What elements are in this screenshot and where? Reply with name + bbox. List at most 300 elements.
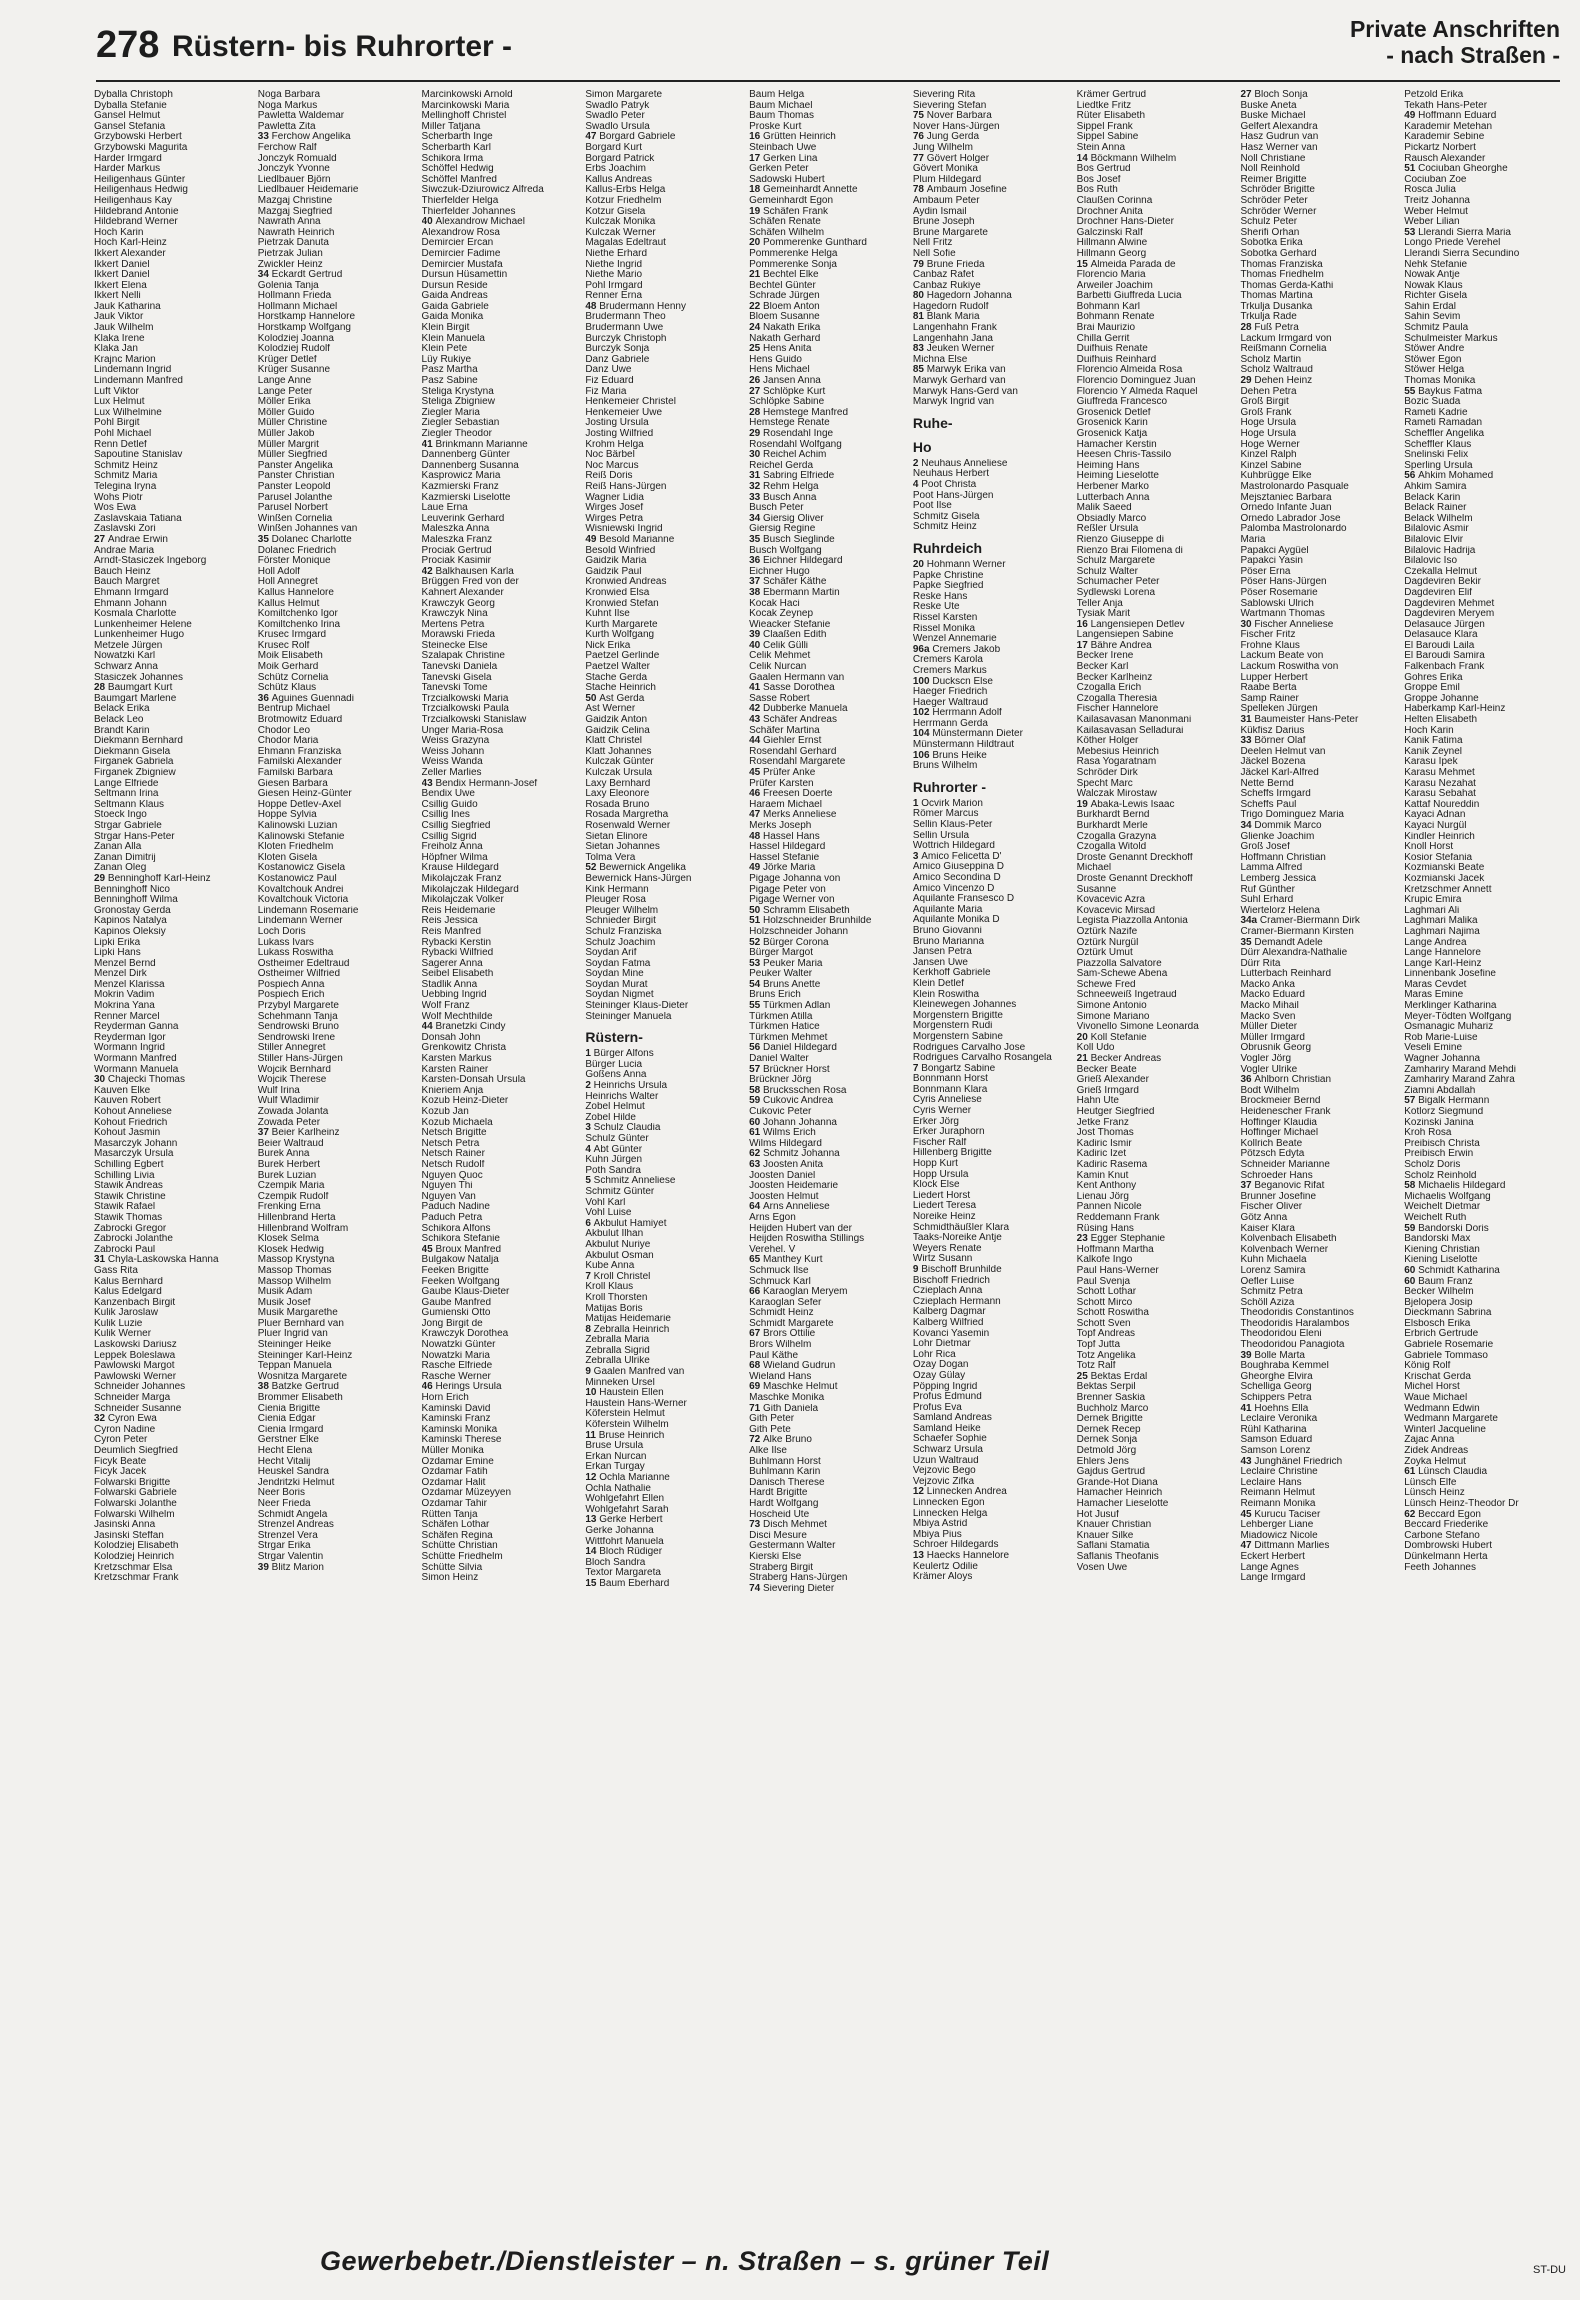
- directory-entry: Thomas Gerda-Kathi: [1240, 280, 1334, 291]
- directory-entry: [1404, 1277, 1562, 1288]
- directory-entry: Nowatzki Karl: [94, 651, 156, 662]
- directory-entry: Özdamar Fatih: [421, 1467, 488, 1478]
- directory-entry: Klosek Selma: [257, 1234, 319, 1245]
- directory-entry: Burkhardt Merle: [1076, 820, 1148, 831]
- directory-entry: Bischoff Friedrich: [912, 1275, 990, 1286]
- directory-entry: Harder Markus: [94, 164, 161, 175]
- directory-entry: [913, 645, 1071, 656]
- directory-entry: Bodt Wilhelm: [1240, 1085, 1300, 1096]
- directory-entry: Karsten Rainer: [421, 1064, 489, 1075]
- resident-name: Junghänel Friedrich: [1254, 1456, 1343, 1467]
- resident-name: Bürger Corona: [763, 937, 829, 948]
- directory-entry: Pigage Johanna von: [749, 873, 841, 884]
- directory-entry: Noreike Heinz: [912, 1212, 976, 1222]
- directory-entry: Krusec Rolf: [257, 640, 310, 651]
- directory-entry: Drochner Hans-Dieter: [1076, 217, 1174, 228]
- directory-entry: Wohlgefahrt Ellen: [585, 1494, 665, 1505]
- directory-entry: [585, 1515, 743, 1526]
- directory-entry: [913, 111, 1071, 122]
- directory-entry: Kolodziej Rudolf: [257, 344, 331, 355]
- resident-name: Michaelis Hildegard: [1418, 1181, 1506, 1192]
- directory-entry: Pannen Nicole: [1076, 1202, 1142, 1213]
- directory-entry: Steliga Krystyna: [421, 386, 494, 397]
- directory-entry: Netsch Rudolf: [421, 1159, 485, 1170]
- house-number: 33: [257, 132, 272, 143]
- directory-entry: Schikora Alfons: [421, 1223, 491, 1234]
- directory-entry: Schäfen Regina: [421, 1530, 493, 1541]
- directory-entry: Özdamar Emine: [421, 1456, 494, 1467]
- directory-entry: [913, 459, 1071, 470]
- directory-entry: Droste Genannt Dreckhoff: [1076, 873, 1193, 884]
- directory-entry: Musik Margarethe: [257, 1308, 338, 1319]
- directory-entry: Heesen Chris-Tassilo: [1076, 450, 1172, 461]
- resident-name: Schmitz Johanna: [763, 1149, 840, 1160]
- directory-entry: Maleszka Anna: [421, 524, 490, 535]
- directory-entry: [749, 514, 907, 525]
- directory-entry: Pöser Hans-Jürgen: [1240, 577, 1327, 588]
- directory-entry: [585, 1367, 743, 1378]
- directory-entry: Telegina Iryna: [94, 481, 157, 492]
- directory-entry: Menzel Klarissa: [94, 979, 165, 990]
- directory-entry: Rodrigues Carvalho Rosangela: [912, 1053, 1052, 1064]
- directory-entry: Hecht Vitalij: [257, 1456, 311, 1467]
- directory-entry: Holl Adolf: [257, 566, 301, 577]
- directory-entry: Zebralla Ulrike: [585, 1356, 650, 1367]
- directory-entry: Aquilante Fransesco D: [912, 894, 1015, 905]
- resident-name: Böckmann Wilhelm: [1090, 153, 1177, 164]
- house-number: 19: [749, 206, 764, 217]
- directory-entry: Reyderman Ganna: [94, 1022, 179, 1033]
- directory-entry: Hoch Karin: [94, 227, 144, 238]
- page-number: 278: [96, 24, 160, 66]
- house-number: 65: [749, 1255, 764, 1266]
- directory-column: [1077, 90, 1235, 2212]
- resident-name: Brückner Horst: [763, 1064, 830, 1075]
- directory-entry: Groppe Emil: [1404, 683, 1460, 694]
- directory-entry: Zwickler Heinz: [257, 259, 323, 270]
- directory-entry: Mazgaj Christine: [257, 195, 333, 206]
- directory-entry: [1240, 938, 1398, 949]
- directory-entry: Paetzel Gerlinde: [585, 651, 660, 662]
- directory-entry: Kadiric Izet: [1076, 1149, 1127, 1160]
- directory-entry: Reiß Hans-Jürgen: [585, 481, 667, 492]
- directory-entry: Kulik Luzie: [94, 1318, 143, 1329]
- house-number: 16: [749, 132, 764, 143]
- directory-entry: Hassel Stefanie: [749, 852, 820, 863]
- directory-entry: Strgar Erika: [257, 1541, 311, 1552]
- directory-entry: Theodoridou Eleni: [1240, 1329, 1322, 1340]
- directory-entry: Pospiech Anna: [257, 979, 325, 990]
- directory-entry: Bendix Uwe: [421, 789, 475, 800]
- directory-entry: Neer Frieda: [257, 1498, 311, 1509]
- directory-entry: Eckert Herbert: [1240, 1551, 1305, 1562]
- directory-entry: [1404, 1181, 1562, 1192]
- directory-entry: Paduch Nadine: [421, 1202, 490, 1213]
- directory-entry: Schmitz Günter: [585, 1186, 655, 1197]
- directory-entry: [94, 1414, 252, 1425]
- directory-entry: Burczyk Sonja: [585, 344, 650, 355]
- resident-name: Heinrichs Ursula: [593, 1081, 668, 1092]
- directory-entry: Steininger Karl-Heinz: [257, 1350, 353, 1361]
- directory-entry: Cramer-Biermann Kirsten: [1240, 926, 1354, 937]
- directory-entry: [749, 238, 907, 249]
- directory-entry: Lackum Irmgard von: [1240, 333, 1332, 344]
- directory-entry: Sobotka Erika: [1240, 238, 1303, 249]
- resident-name: Wieland Gudrun: [763, 1361, 836, 1372]
- directory-entry: Klein Detlef: [912, 978, 965, 989]
- directory-entry: Czieplach Anna: [912, 1286, 983, 1297]
- directory-entry: Falkenbach Frank: [1404, 662, 1485, 673]
- directory-entry: Kovaltchouk Victoria: [257, 895, 349, 906]
- directory-entry: Steininger Manuela: [585, 1011, 672, 1022]
- resident-name: Ambaum Josefine: [926, 185, 1007, 196]
- directory-entry: Mellinghoff Christel: [421, 111, 507, 122]
- directory-entry: Jost Thomas: [1076, 1128, 1134, 1139]
- directory-entry: Lunkenheimer Helene: [94, 619, 192, 630]
- directory-entry: Cyron Nadine: [94, 1424, 156, 1435]
- resident-name: Ocvirk Marion: [921, 798, 983, 809]
- directory-entry: Drochner Anita: [1076, 206, 1143, 217]
- directory-entry: Kierski Else: [749, 1551, 802, 1562]
- directory-entry: Müller Siegfried: [257, 450, 328, 461]
- directory-entry: Tolma Vera: [585, 852, 636, 863]
- resident-name: Neuhaus Anneliese: [921, 458, 1008, 469]
- street-heading: Ruhrdeich: [912, 539, 983, 556]
- directory-entry: Schmidt Margarete: [749, 1318, 834, 1329]
- directory-entry: Hens Guido: [749, 354, 802, 365]
- resident-name: Llerandi Sierra Maria: [1418, 227, 1511, 238]
- directory-entry: Pospiech Erich: [257, 990, 325, 1001]
- directory-entry: [585, 694, 743, 705]
- directory-entry: Metzele Jürgen: [94, 640, 163, 651]
- section-label-line2: - nach Straßen -: [1386, 42, 1560, 69]
- directory-entry: König Rolf: [1404, 1361, 1451, 1372]
- directory-entry: Longo Priede Verehel: [1404, 238, 1501, 249]
- directory-entry: Miller Tatjana: [421, 121, 481, 132]
- house-number: 14: [1076, 153, 1091, 164]
- directory-entry: Ostheimer Wilfried: [257, 969, 341, 980]
- directory-entry: Brune Joseph: [912, 217, 975, 228]
- resident-name: Türkmen Adlan: [763, 1001, 831, 1012]
- directory-entry: Knieriem Anja: [421, 1085, 484, 1096]
- directory-entry: Buske Aneta: [1240, 100, 1297, 111]
- directory-entry: Bewernick Hans-Jürgen: [585, 873, 692, 884]
- resident-name: Busch Sieglinde: [763, 534, 835, 545]
- directory-entry: Wilms Hildegard: [749, 1138, 822, 1149]
- directory-entry: Bloch Sandra: [585, 1557, 646, 1568]
- directory-entry: Schikora Stefanie: [421, 1234, 500, 1245]
- directory-entry: Scherbarth Karl: [421, 142, 492, 153]
- directory-entry: Akbulut Nuriye: [585, 1239, 651, 1250]
- directory-entry: Dannenberg Susanna: [421, 460, 519, 471]
- directory-entry: [585, 1325, 743, 1336]
- directory-entry: Holzschneider Johann: [749, 926, 849, 937]
- directory-entry: [749, 704, 907, 715]
- directory-entry: Bulgakow Natalja: [421, 1255, 499, 1266]
- directory-entry: Ferchow Ralf: [257, 142, 317, 153]
- directory-entry: Sperling Ursula: [1404, 460, 1473, 471]
- directory-entry: Hillmann Georg: [1076, 248, 1147, 259]
- directory-entry: Sendrowski Bruno: [257, 1022, 339, 1033]
- directory-entry: Kalinowski Luzian: [257, 820, 338, 831]
- directory-entry: Seltmann Klaus: [94, 799, 165, 810]
- directory-entry: Burek Herbert: [257, 1159, 321, 1170]
- house-number: 49: [585, 534, 600, 545]
- directory-entry: Andrae Maria: [94, 545, 155, 556]
- directory-entry: Sasse Robert: [749, 693, 810, 704]
- directory-entry: Chodor Maria: [257, 736, 319, 747]
- resident-name: Dehen Heinz: [1254, 376, 1313, 387]
- house-number: 77: [912, 153, 927, 164]
- directory-entry: Rienzo Brai Filomena di: [1076, 545, 1183, 556]
- directory-entry: El Baroudi Laila: [1404, 640, 1475, 651]
- directory-entry: Haustein Hans-Werner: [585, 1398, 687, 1409]
- directory-entry: Schnieder Birgit: [585, 916, 656, 927]
- house-number: 106: [912, 750, 933, 761]
- house-number: 80: [912, 291, 927, 302]
- directory-entry: Zowada Peter: [257, 1117, 321, 1128]
- directory-entry: Pietrzak Danuta: [257, 238, 329, 249]
- directory-entry: Kotzur Gisela: [585, 206, 646, 217]
- footer-code: ST-DU: [1533, 2264, 1566, 2276]
- directory-entry: Schwarz Ursula: [912, 1445, 983, 1456]
- house-number: 14: [585, 1547, 600, 1558]
- directory-entry: Ambaum Peter: [912, 195, 980, 206]
- directory-entry: Grzybowski Herbert: [94, 132, 182, 143]
- resident-name: Herings Ursula: [435, 1382, 502, 1393]
- directory-entry: Bohmann Karl: [1076, 301, 1141, 312]
- directory-entry: Czogalla Witold: [1076, 842, 1147, 853]
- resident-name: Lünsch Claudia: [1418, 1467, 1488, 1478]
- resident-name: Gerken Lina: [763, 153, 818, 164]
- resident-name: Schäfer Käthe: [763, 577, 827, 588]
- directory-entry: Dürr Rita: [1240, 958, 1281, 969]
- directory-entry: [585, 1081, 743, 1092]
- page-title: Rüstern- bis Ruhrorter -: [172, 30, 513, 63]
- directory-entry: Waue Michael: [1404, 1393, 1468, 1404]
- directory-entry: Kroh Rosa: [1404, 1128, 1452, 1139]
- directory-entry: Münstermann Hildtraut: [912, 740, 1015, 751]
- directory-entry: Sellin Ursula: [912, 830, 970, 841]
- directory-entry: [1404, 228, 1562, 239]
- directory-entry: Pawletta Waldemar: [257, 111, 345, 122]
- resident-name: Freesen Doerte: [763, 789, 833, 800]
- directory-entry: Brenner Saskia: [1076, 1393, 1146, 1404]
- house-number: 1: [585, 1049, 594, 1060]
- directory-entry: Cukovic Peter: [749, 1107, 812, 1117]
- directory-entry: Belack Rainer: [1404, 503, 1467, 514]
- directory-entry: Renn Detlef: [94, 439, 147, 450]
- directory-entry: Klaka Irene: [94, 333, 145, 344]
- directory-entry: Przybyl Margarete: [257, 1001, 339, 1012]
- footer-note: Gewerbebetr./Dienstleister – n. Straßen – s. grüner Teil: [320, 2246, 1050, 2276]
- directory-entry: Heijden Roswitha Stillings: [749, 1234, 865, 1245]
- directory-entry: [585, 1145, 743, 1156]
- directory-entry: Leclaire Veronika: [1240, 1414, 1318, 1425]
- resident-name: Blitz Marion: [271, 1562, 324, 1573]
- directory-entry: [1404, 1096, 1562, 1107]
- directory-entry: Diekmann Bernhard: [94, 736, 183, 747]
- directory-entry: Schütte Friedhelm: [421, 1551, 503, 1562]
- directory-entry: Mikolajczak Volker: [421, 895, 504, 906]
- directory-entry: Busch Wolfgang: [749, 545, 822, 556]
- directory-entry: Krawczyk Georg: [421, 598, 495, 609]
- directory-entry: [585, 1547, 743, 1558]
- directory-entry: Netsch Rainer: [421, 1149, 485, 1160]
- directory-entry: Marwyk Ingrid van: [912, 397, 995, 408]
- directory-entry: Masarczyk Johann: [94, 1138, 178, 1149]
- directory-entry: Kayaci Adnan: [1404, 810, 1466, 821]
- directory-entry: [749, 1255, 907, 1266]
- directory-entry: Gaida Gabriele: [421, 301, 489, 312]
- directory-entry: Susanne: [1076, 884, 1117, 895]
- directory-entry: Gumienski Otto: [421, 1308, 491, 1319]
- directory-entry: Wirtz Susann: [912, 1254, 973, 1265]
- directory-entry: Jonczyk Romuald: [257, 153, 337, 164]
- house-number: 30: [94, 1075, 108, 1086]
- directory-entry: Arns Egon: [749, 1212, 796, 1223]
- directory-entry: Jäckel Bozena: [1240, 757, 1306, 768]
- directory-entry: Kaminski Monika: [421, 1424, 498, 1435]
- directory-entry: Kazmierski Franz: [421, 481, 499, 492]
- directory-entry: Mbiya Pius: [912, 1529, 962, 1540]
- directory-entry: [749, 715, 907, 726]
- directory-entry: Krohm Helga: [585, 439, 644, 450]
- directory-entry: Langenhahn Jana: [912, 333, 993, 344]
- directory-entry: Szalapak Christine: [421, 651, 505, 662]
- directory-entry: Jauk Wilhelm: [94, 323, 154, 334]
- directory-entry: Hollmann Michael: [257, 301, 338, 312]
- house-number: 30: [1240, 619, 1255, 630]
- directory-entry: Kulczak Werner: [585, 227, 656, 238]
- directory-entry: Legista Piazzolla Antonia: [1076, 916, 1188, 927]
- directory-entry: Karasu Mehmet: [1404, 768, 1475, 778]
- directory-entry: Eichner Hugo: [749, 566, 810, 577]
- house-number: 53: [749, 958, 764, 969]
- directory-entry: Hemstege Renate: [749, 418, 830, 429]
- directory-entry: Soydan Arif: [585, 948, 637, 959]
- directory-entry: [749, 959, 907, 970]
- directory-entry: Schilling Livia: [94, 1170, 155, 1181]
- directory-entry: Leclaire Christine: [1240, 1467, 1318, 1478]
- directory-entry: Liedlbauer Heidemarie: [257, 185, 359, 196]
- directory-entry: Magalas Edeltraut: [585, 238, 666, 249]
- directory-entry: Schneider Johannes: [94, 1382, 186, 1393]
- directory-entry: Proske Kurt: [749, 121, 802, 132]
- directory-entry: Piazzolla Salvatore: [1076, 958, 1162, 969]
- directory-entry: Krämer Aloys: [912, 1572, 973, 1583]
- directory-entry: Alke Ilse: [749, 1446, 787, 1456]
- directory-entry: Hoge Ursula: [1240, 429, 1297, 439]
- directory-entry: Kailasavasan Manonmani: [1076, 715, 1192, 726]
- directory-entry: [1240, 1541, 1398, 1552]
- directory-entry: Jasinski Anna: [94, 1520, 156, 1531]
- directory-entry: Lünsch Heinz-Theodor Dr: [1404, 1498, 1519, 1509]
- directory-entry: Kronwied Andreas: [585, 577, 667, 588]
- directory-entry: Buhlmann Horst: [749, 1456, 821, 1467]
- house-number: 68: [749, 1361, 764, 1372]
- directory-entry: Llerandi Sierra Secundino: [1404, 248, 1520, 259]
- directory-entry: Schäfen Wilhelm: [749, 227, 825, 238]
- directory-entry: Bauch Margret: [94, 577, 160, 588]
- resident-name: Hemstege Manfred: [763, 407, 849, 418]
- directory-entry: Kohout Friedrich: [94, 1117, 168, 1128]
- house-number: 48: [749, 831, 764, 842]
- directory-entry: [749, 832, 907, 843]
- directory-entry: Schwarz Anna: [94, 662, 158, 673]
- directory-entry: Morgenstern Rudi: [912, 1021, 993, 1032]
- house-number: 71: [749, 1403, 764, 1414]
- directory-entry: [1077, 1372, 1235, 1383]
- directory-entry: Droste Genannt Dreckhoff: [1076, 852, 1193, 863]
- directory-entry: [749, 1065, 907, 1076]
- directory-entry: [913, 185, 1071, 196]
- directory-entry: Topf Jutta: [1076, 1340, 1121, 1351]
- house-number: 59: [749, 1096, 764, 1107]
- directory-entry: Strgar Hans-Peter: [94, 831, 175, 842]
- directory-entry: Thomas Friedhelm: [1240, 270, 1324, 281]
- directory-entry: Brai Maurizio: [1076, 323, 1136, 334]
- resident-name: Manthey Kurt: [763, 1255, 823, 1266]
- resident-name: Cociuban Gheorghe: [1418, 164, 1508, 175]
- directory-entry: Jung Wilhelm: [912, 142, 973, 153]
- directory-entry: Wiertelorz Helena: [1240, 905, 1320, 916]
- directory-entry: Langensiepen Sabine: [1076, 630, 1174, 641]
- directory-entry: Kovaltchouk Andrei: [257, 884, 344, 895]
- directory-entry: Rasche Elfriede: [421, 1361, 493, 1372]
- house-number: 32: [94, 1414, 108, 1425]
- directory-entry: Akbulut Ilhan: [585, 1229, 644, 1240]
- directory-entry: Schippers Petra: [1240, 1393, 1312, 1404]
- directory-entry: Scholz Doris: [1404, 1159, 1461, 1170]
- directory-entry: Reis Manfred: [421, 926, 482, 937]
- directory-entry: Beier Waltraud: [257, 1138, 324, 1149]
- directory-entry: Preibisch Christa: [1404, 1138, 1480, 1149]
- directory-entry: Dünkelmann Herta: [1404, 1551, 1488, 1562]
- directory-entry: Groß Birgit: [1240, 397, 1289, 408]
- directory-entry: Simone Mariano: [1076, 1011, 1150, 1022]
- directory-entry: Gerken Peter: [749, 164, 809, 175]
- directory-entry: Kulczak Günter: [585, 757, 654, 768]
- resident-name: Hoehns Ella: [1254, 1403, 1309, 1414]
- house-number: 39: [257, 1562, 272, 1573]
- resident-name: Akbulut Hamiyet: [593, 1218, 667, 1229]
- resident-name: Baum Franz: [1418, 1276, 1473, 1287]
- house-number: 47: [1240, 1541, 1255, 1552]
- directory-entry: Thomas Franziska: [1240, 259, 1323, 270]
- directory-entry: Hamacher Kerstin: [1076, 439, 1157, 450]
- house-number: 20: [1076, 1032, 1091, 1043]
- directory-entry: [585, 863, 743, 874]
- directory-entry: Schmitz Gisela: [912, 511, 980, 522]
- directory-entry: [585, 1473, 743, 1484]
- directory-entry: Aquilante Monika D: [912, 915, 1000, 926]
- directory-entry: Stoeck Ingo: [94, 810, 147, 821]
- directory-entry: Bozic Suada: [1404, 397, 1461, 408]
- directory-entry: Steininger Klaus-Dieter: [585, 1001, 689, 1012]
- directory-entry: Heutger Siegfried: [1076, 1107, 1155, 1117]
- directory-entry: Kapinos Natalya: [94, 916, 167, 927]
- resident-name: Jansen Anna: [763, 376, 821, 387]
- directory-entry: Wittfohrt Manuela: [585, 1536, 664, 1547]
- directory-entry: Winßen Johannes van: [257, 524, 358, 535]
- directory-entry: Pietrzak Julian: [257, 248, 323, 259]
- directory-entry: [94, 874, 252, 885]
- directory-entry: Rosendahl Gerhard: [749, 746, 837, 757]
- directory-entry: Hassel Hildegard: [749, 842, 826, 853]
- directory-entry: Müller Dieter: [1240, 1022, 1298, 1033]
- resident-name: Dommik Marco: [1254, 820, 1322, 831]
